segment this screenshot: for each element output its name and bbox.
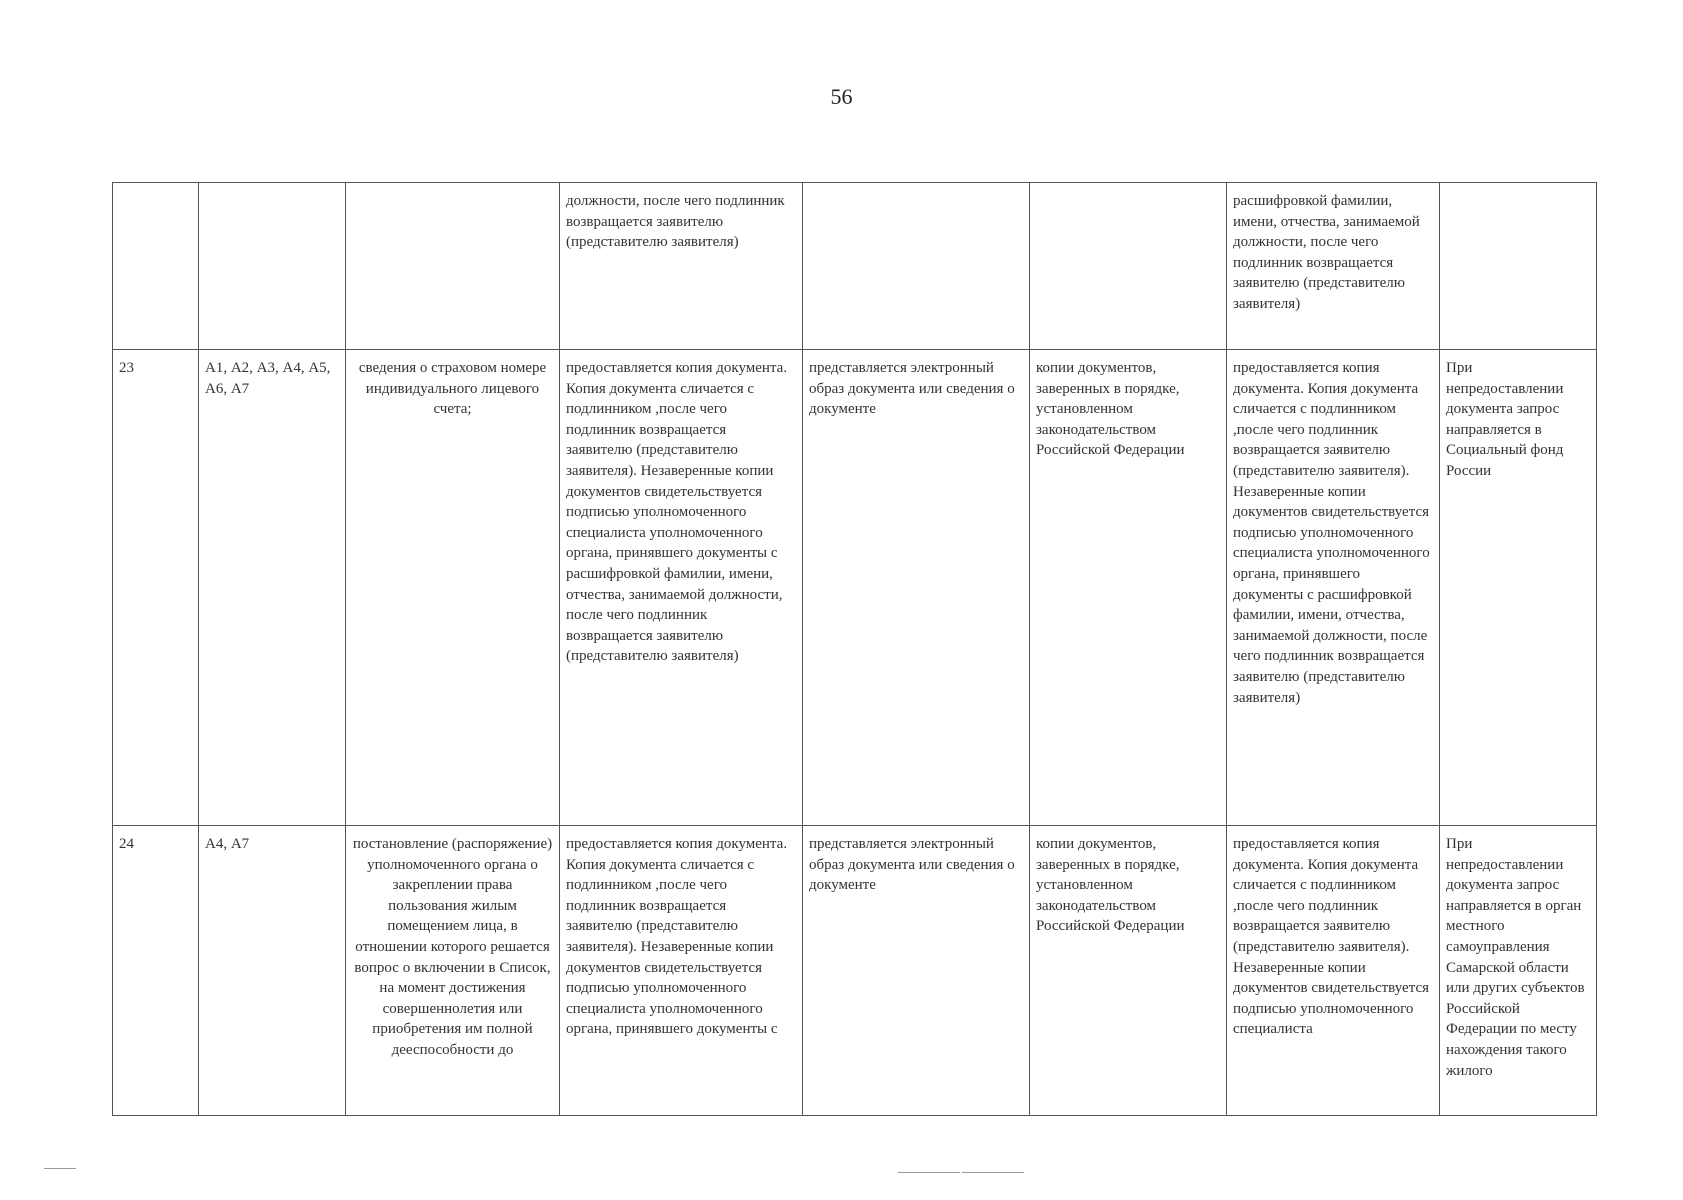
mfc-submission-requirements: расшифровкой фамилии, имени, отчества, занимаемой должности, после чего подлинник возвращается заявителю (представителю заявителя) xyxy=(1227,183,1440,350)
document-name: постановление (распоряжение) уполномоченного органа о закреплении права пользования жилым помещением лица, в отношении которого решается вопрос о включении в Список, на момент достижения совершеннолетия или приобретения им полной дееспособности до xyxy=(346,826,560,1116)
paper-submission-requirements: должности, после чего подлинник возвращается заявителю (представителю заявителя) xyxy=(560,183,803,350)
note xyxy=(1440,183,1597,350)
mfc-submission-requirements: предоставляется копия документа. Копия документа сличается с подлинником ,после чего подлинник возвращается заявителю (представителю заявителя). Незаверенные копии документов свидетельствуется подписью уполномоченного специалиста xyxy=(1227,826,1440,1116)
applicant-categories: А1, А2, А3, А4, А5, А6, А7 xyxy=(199,350,346,826)
row-number: 24 xyxy=(113,826,199,1116)
table-row-23 xyxy=(113,350,1597,826)
electronic-submission-requirements: представляется электронный образ документа или сведения о документе xyxy=(803,350,1030,826)
paper-submission-requirements: предоставляется копия документа. Копия документа сличается с подлинником ,после чего подлинник возвращается заявителю (представителю заявителя). Незаверенные копии документов свидетельствуется подписью уполномоченного специалиста уполномоченного органа, принявшего документы с xyxy=(560,826,803,1116)
mfc-submission-requirements: предоставляется копия документа. Копия документа сличается с подлинником ,после чего подлинник возвращается заявителю (представителю заявителя). Незаверенные копии документов свидетельствуется подписью уполномоченного специалиста уполномоченного органа, принявшего документы с расшифровкой фамилии, имени, отчества, занимаемой должности, после чего подлинник возвращается заявителю (представителю заявителя) xyxy=(1227,350,1440,826)
note: При непредоставлении документа запрос направляется в орган местного самоуправления Самарской области или других субъектов Российской Федерации по месту нахождения такого жилого xyxy=(1440,826,1597,1116)
paper-submission-requirements: предоставляется копия документа. Копия документа сличается с подлинником ,после чего подлинник возвращается заявителю (представителю заявителя). Незаверенные копии документов свидетельствуется подписью уполномоченного специалиста уполномоченного органа, принявшего документы с расшифровкой фамилии, имени, отчества, занимаемой должности, после чего подлинник возвращается заявителю (представителю заявителя) xyxy=(560,350,803,826)
table-row-continuation xyxy=(113,183,1597,350)
document-name: сведения о страховом номере индивидуального лицевого счета; xyxy=(346,350,560,826)
note: При непредоставлении документа запрос направляется в Социальный фонд России xyxy=(1440,350,1597,826)
scan-artifact-line xyxy=(898,1172,960,1173)
electronic-submission-requirements xyxy=(803,183,1030,350)
scan-artifact-line xyxy=(44,1168,76,1169)
mail-submission-requirements: копии документов, заверенных в порядке, установленном законодательством Российской Федерации xyxy=(1030,350,1227,826)
document-name xyxy=(346,183,560,350)
row-number: 23 xyxy=(113,350,199,826)
electronic-submission-requirements: представляется электронный образ документа или сведения о документе xyxy=(803,826,1030,1116)
documents-table xyxy=(112,182,1597,1116)
page-number: 56 xyxy=(830,84,853,109)
mail-submission-requirements xyxy=(1030,183,1227,350)
table-row-24 xyxy=(113,826,1597,1116)
applicant-categories: А4, А7 xyxy=(199,826,346,1116)
mail-submission-requirements: копии документов, заверенных в порядке, установленном законодательством Российской Федерации xyxy=(1030,826,1227,1116)
scan-artifact-line xyxy=(962,1172,1024,1173)
applicant-categories xyxy=(199,183,346,350)
row-number xyxy=(113,183,199,350)
